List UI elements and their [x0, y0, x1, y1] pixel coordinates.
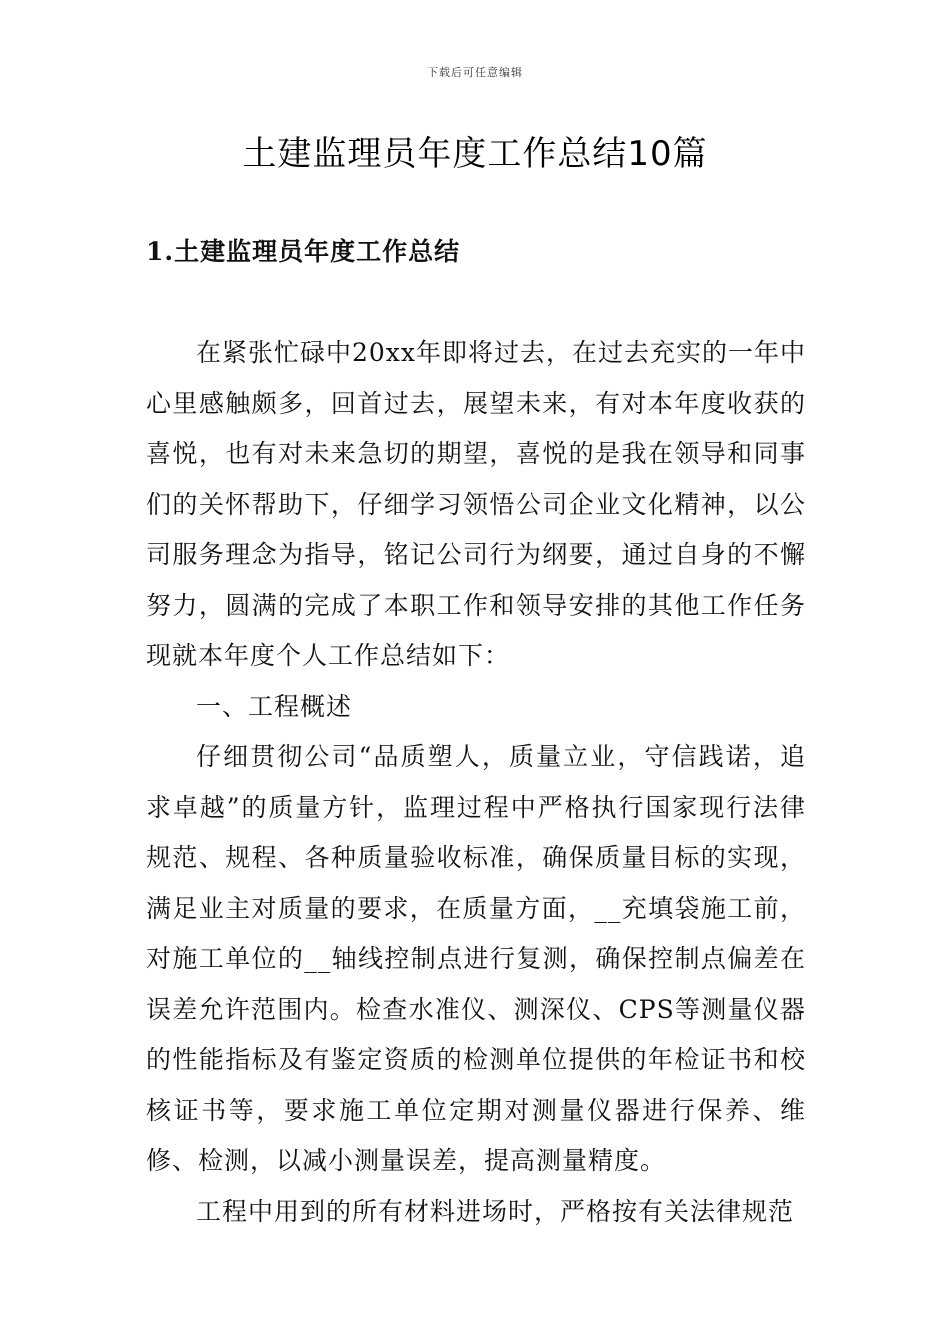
document-title: 土建监理员年度工作总结10篇	[242, 134, 708, 174]
header-note: 下载后可任意编辑	[427, 66, 523, 79]
paragraph-quality: 仔细贯彻公司“品质塑人，质量立业，守信践诺，追求卓越”的质量方针，监理过程中严格执行国家现行法律规范、规程、各种质量验收标准，确保质量目标的实现，满足业主对质量的要求，在质量方面，__充填袋施工前，对施工单位的__轴线控制点进行复测，确保控制点偏差在误差允许范围内。检查水准仪、测深仪、CPS等测量仪器的性能指标及有鉴定资质的检测单位提供的年检证书和校核证书等，要求施工单位定期对测量仪器进行保养、维修、检测，以减小测量误差，提高测量精度。	[146, 742, 806, 1175]
paragraph-heading-overview: 一、工程概述	[196, 691, 353, 721]
body-text	[146, 328, 806, 1237]
paragraph-materials: 工程中用到的所有材料进场时，严格按有关法律规范	[196, 1196, 795, 1226]
section-heading: 1.土建监理员年度工作总结	[146, 237, 461, 266]
paragraph-intro: 在紧张忙碌中20xx年即将过去，在过去充实的一年中心里感触颇多，回首过去，展望未来，有对本年度收获的喜悦，也有对未来急切的期望，喜悦的是我在领导和同事们的关怀帮助下，仔细学习领悟公司企业文化精神，以公司服务理念为指导，铭记公司行为纲要，通过自身的不懈努力，圆满的完成了本职工作和领导安排的其他工作任务现就本年度个人工作总结如下：	[146, 338, 807, 670]
